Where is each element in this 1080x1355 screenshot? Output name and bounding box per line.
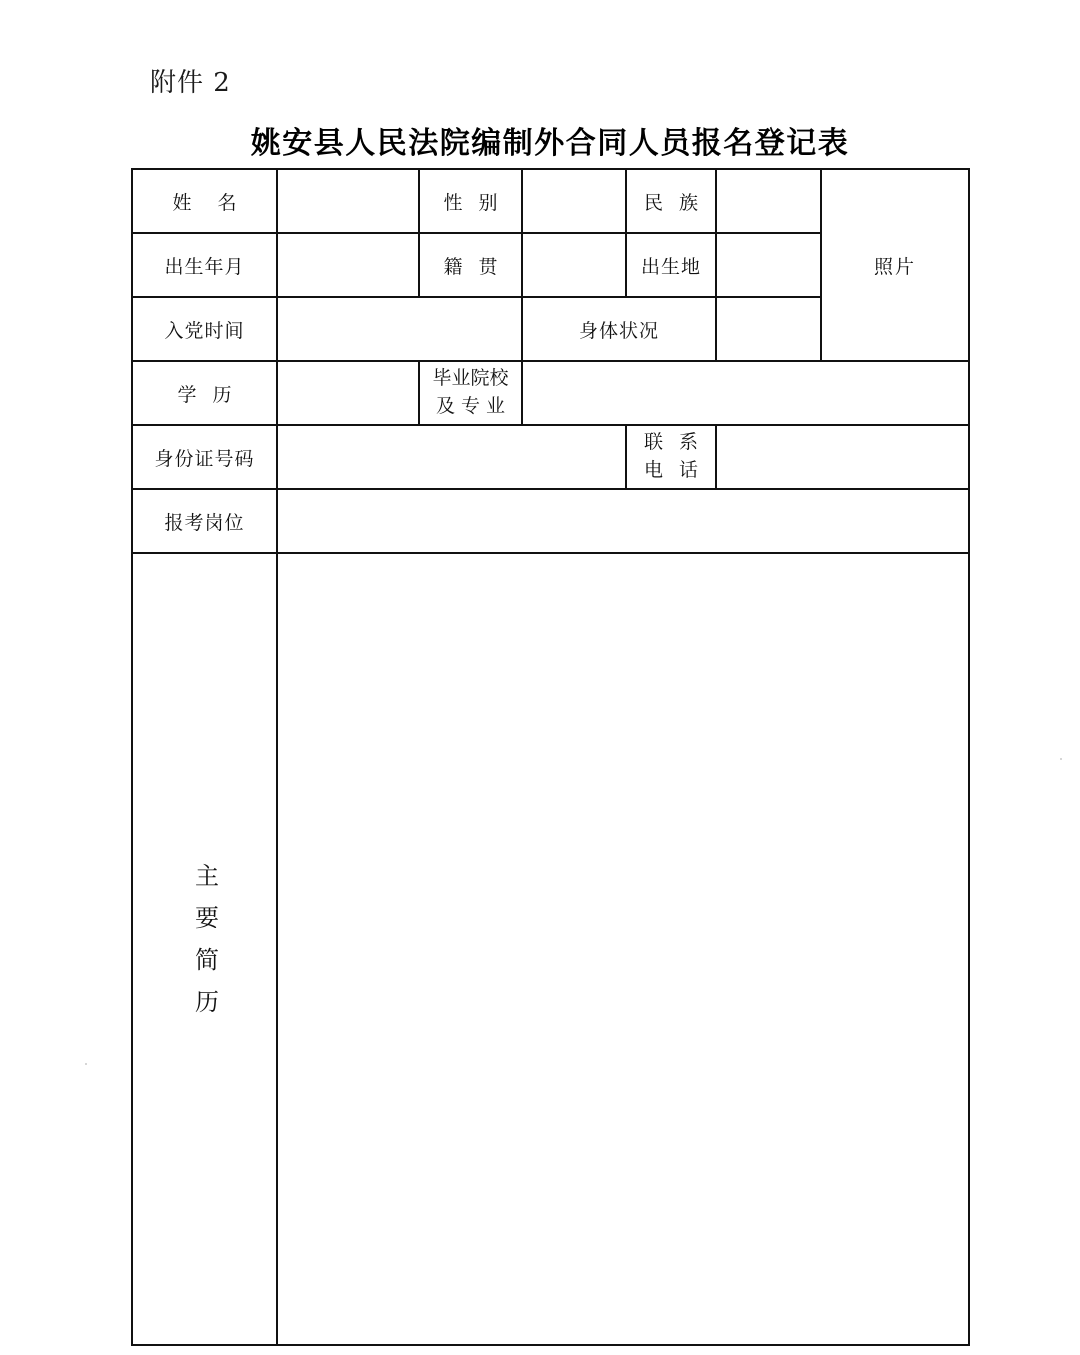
label-health: 身体状况 [522, 297, 716, 361]
scan-speck [85, 1063, 87, 1065]
field-native-place[interactable] [522, 233, 626, 297]
page-title: 姚安县人民法院编制外合同人员报名登记表 [250, 126, 850, 161]
field-birth-place[interactable] [716, 233, 821, 297]
field-birth-date[interactable] [277, 233, 419, 297]
label-position: 报考岗位 [132, 489, 277, 553]
label-phone-line2: 电 话 [643, 459, 704, 481]
label-phone-line1: 联 系 [643, 431, 704, 454]
field-resume[interactable] [277, 553, 969, 1345]
label-resume [132, 553, 277, 1345]
label-school-major-line2: 及 专 业 [435, 395, 506, 417]
field-phone[interactable] [716, 425, 969, 489]
field-ethnicity[interactable] [716, 169, 821, 233]
table-row [132, 169, 969, 233]
label-native-place: 籍 贯 [419, 233, 522, 297]
scan-speck [1060, 758, 1062, 760]
label-resume-text: 主要简历 [190, 862, 219, 1031]
field-school-major[interactable] [522, 361, 969, 425]
label-school-major [419, 361, 522, 425]
field-health[interactable] [716, 297, 821, 361]
field-id-number[interactable] [277, 425, 626, 489]
label-gender: 性 别 [419, 169, 522, 233]
table-row [132, 361, 969, 425]
label-education: 学 历 [132, 361, 277, 425]
label-birth-place: 出生地 [626, 233, 716, 297]
registration-form-table [131, 168, 970, 1346]
label-name: 姓 名 [132, 169, 277, 233]
field-party-date[interactable] [277, 297, 522, 361]
field-gender[interactable] [522, 169, 626, 233]
photo-box[interactable]: 照片 [821, 169, 969, 361]
label-ethnicity: 民 族 [626, 169, 716, 233]
field-position[interactable] [277, 489, 969, 553]
label-id-number: 身份证号码 [132, 425, 277, 489]
table-row [132, 489, 969, 553]
label-school-major-line1: 毕业院校 [432, 367, 509, 390]
table-row [132, 425, 969, 489]
label-party-date: 入党时间 [132, 297, 277, 361]
label-birth-date: 出生年月 [132, 233, 277, 297]
table-row [132, 553, 969, 1345]
field-education[interactable] [277, 361, 419, 425]
field-name[interactable] [277, 169, 419, 233]
attachment-label: 附件 2 [150, 68, 231, 98]
label-phone [626, 425, 716, 489]
